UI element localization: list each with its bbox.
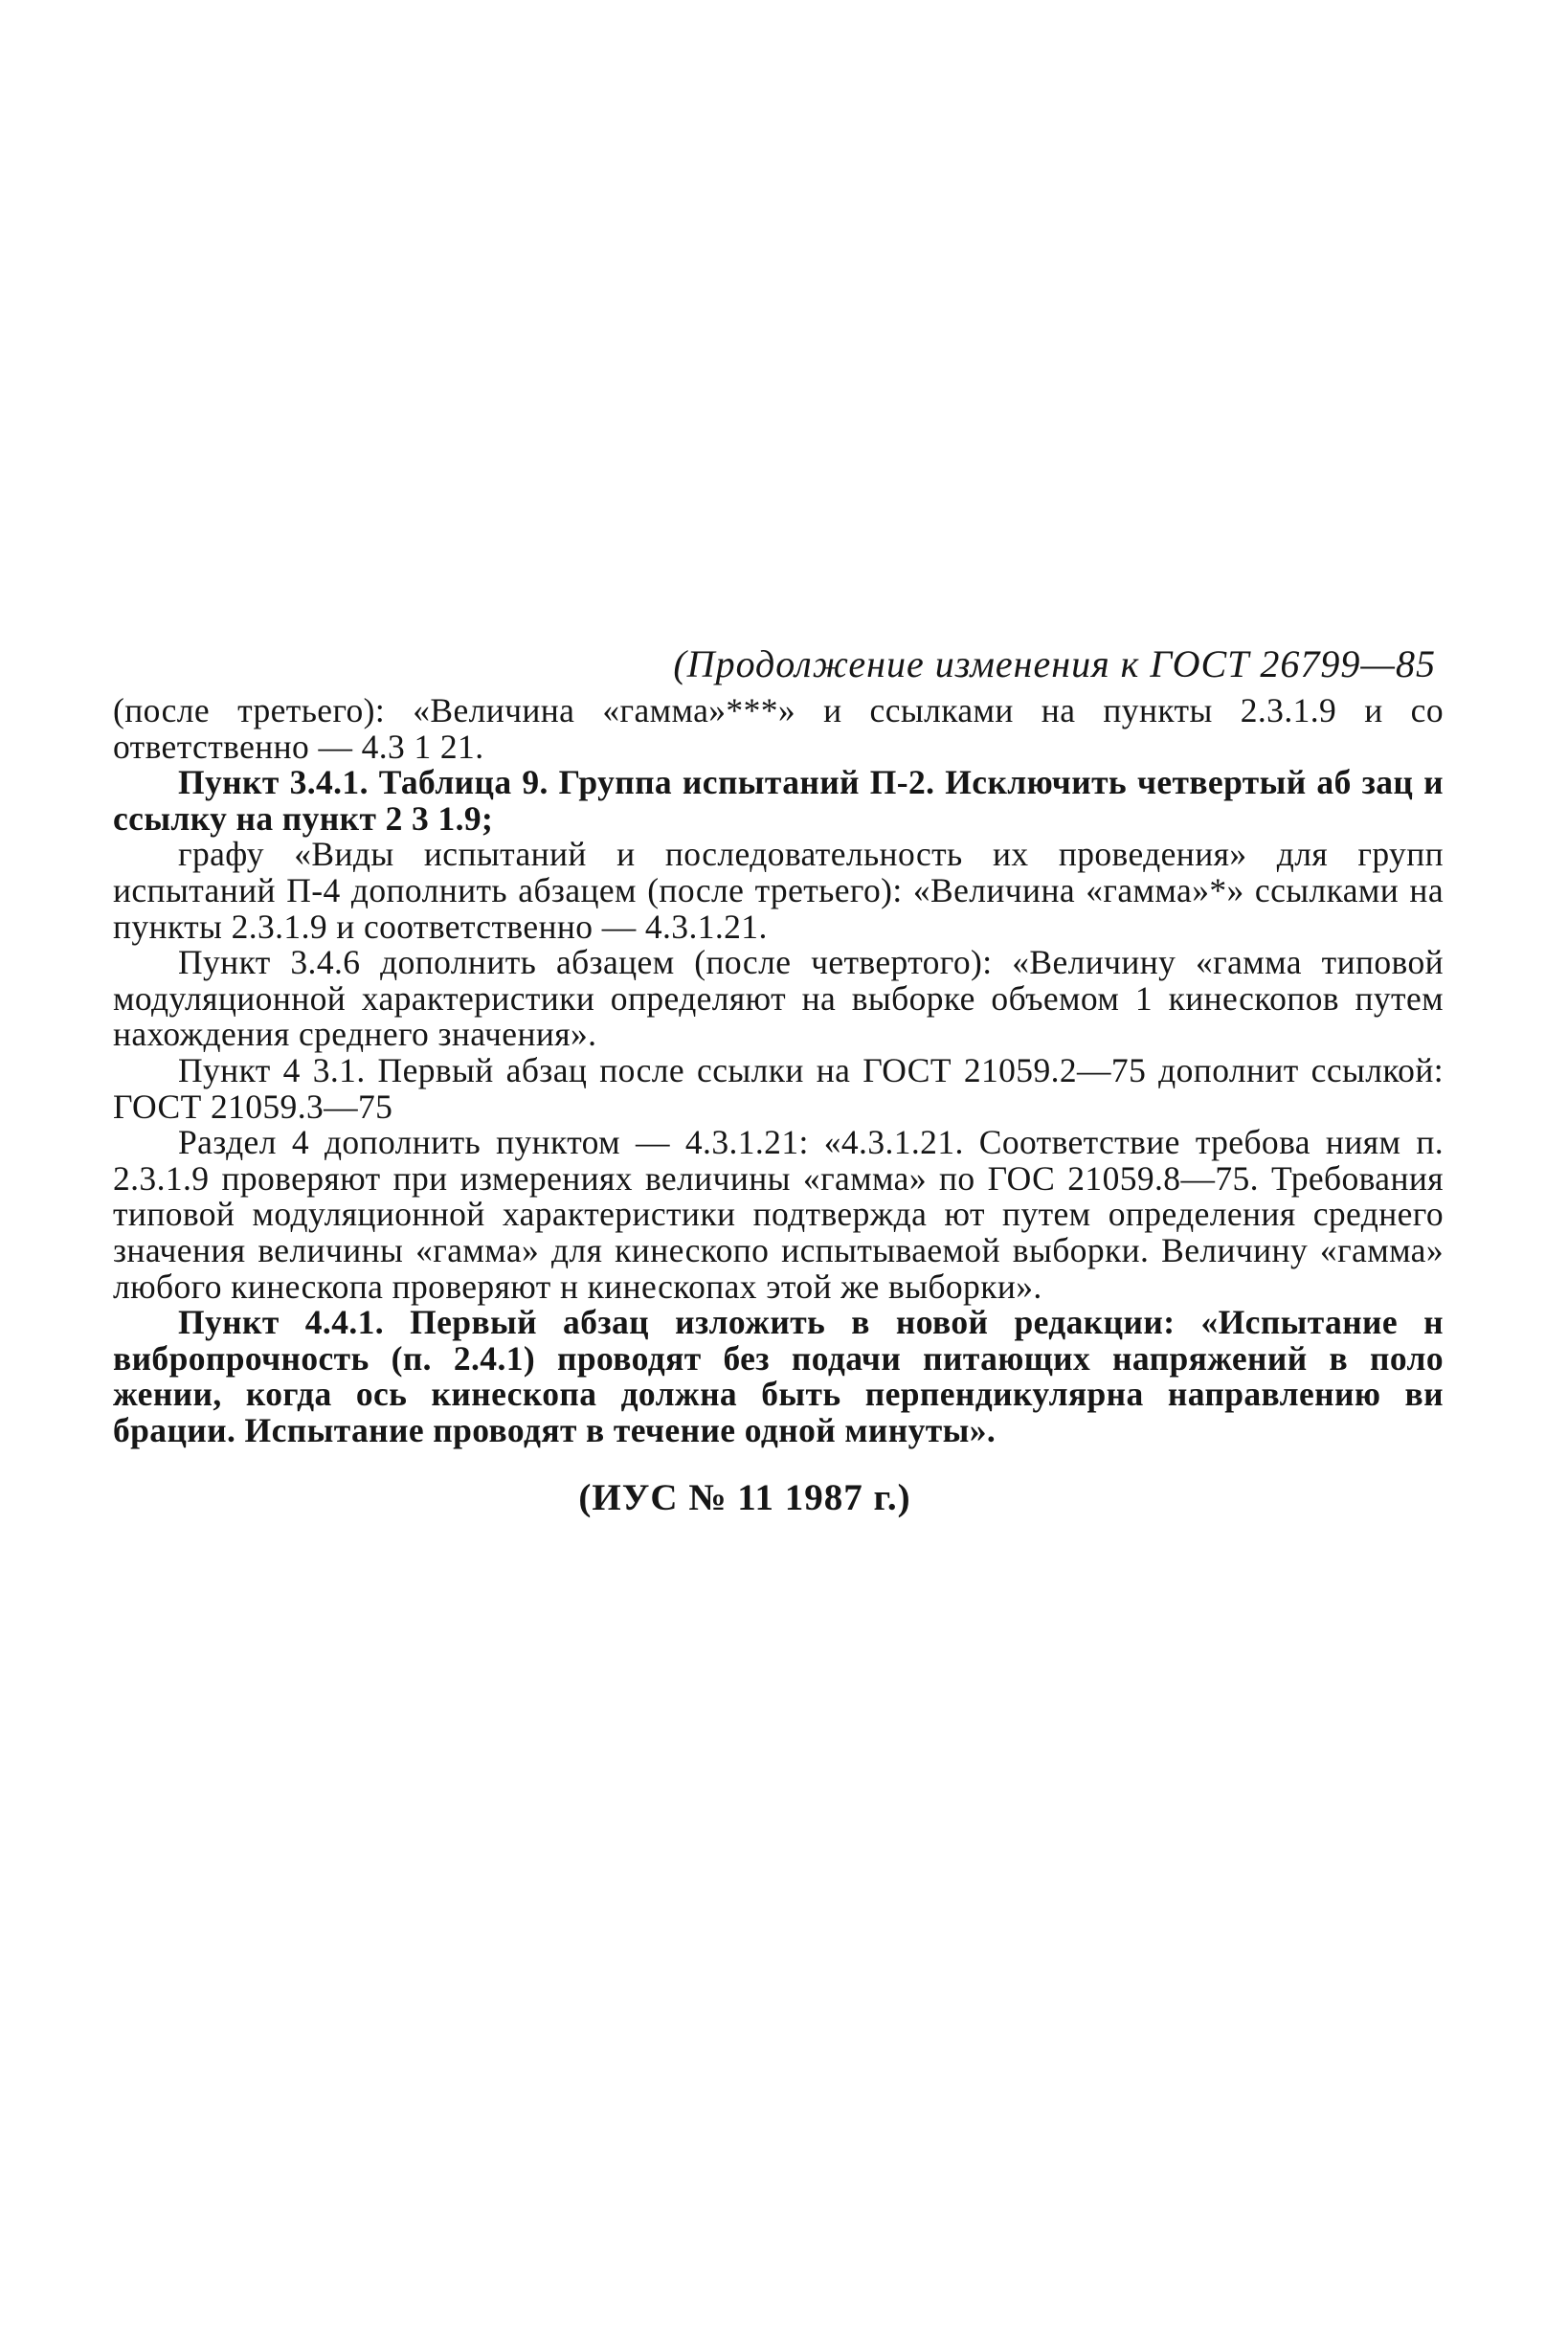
paragraph-4-4-1: Пункт 4.4.1. Первый абзац изложить в новой редакции: «Испытание н вибропрочность (п. 2.4.1) проводят без подачи питающих напряжений в поло жении, когда ось кинескопа должна быть перпендикулярна направлению ви брации. Испытание проводят в течение одной минуты». [113,1303,1444,1449]
document-body [113,643,1444,1519]
paragraph-3-4-1: Пункт 3.4.1. Таблица 9. Группа испытаний П-2. Исключить четвертый аб зац и ссылку на пункт 2 3 1.9; [113,763,1444,838]
paragraph-4-3-1: Пункт 4 3.1. Первый абзац после ссылки на ГОСТ 21059.2—75 дополнит ссылкой: ГОСТ 21059.3—75 [113,1050,1444,1126]
paragraph-graph-types: графу «Виды испытаний и последовательность их проведения» для групп испытаний П-4 дополнить абзацем (после третьего): «Величина «гамма»*» ссылками на пункты 2.3.1.9 и соответственно — 4.3.1.21. [113,835,1444,946]
paragraph-section-4: Раздел 4 дополнить пунктом — 4.3.1.21: «4.3.1.21. Соответствие требова ниям п. 2.3.1.9 проверяют при измерениях величины «гамма» по ГОС 21059.8—75. Требования типовой модуляционной характеристики подтвержда ют путем определения среднего значения величины «гамма» для кинескопо испытываемой выборки. Величину «гамма» любого кинескопа проверяют н кинескопах этой же выборки». [113,1123,1444,1306]
page-footer: (ИУС № 11 1987 г.) [578,1477,911,1519]
page-header: (Продолжение изменения к ГОСТ 26799—85 [673,642,1436,685]
paragraph-continuation: (после третьего): «Величина «гамма»***» и ссылками на пункты 2.3.1.9 и со ответственно — 4.3 1 21. [113,691,1444,766]
paragraph-3-4-6: Пункт 3.4.6 дополнить абзацем (после четвертого): «Величину «гамма типовой модуляционной характеристики определяют на выборке объемом 1 кинескопов путем нахождения среднего значения». [113,943,1444,1054]
